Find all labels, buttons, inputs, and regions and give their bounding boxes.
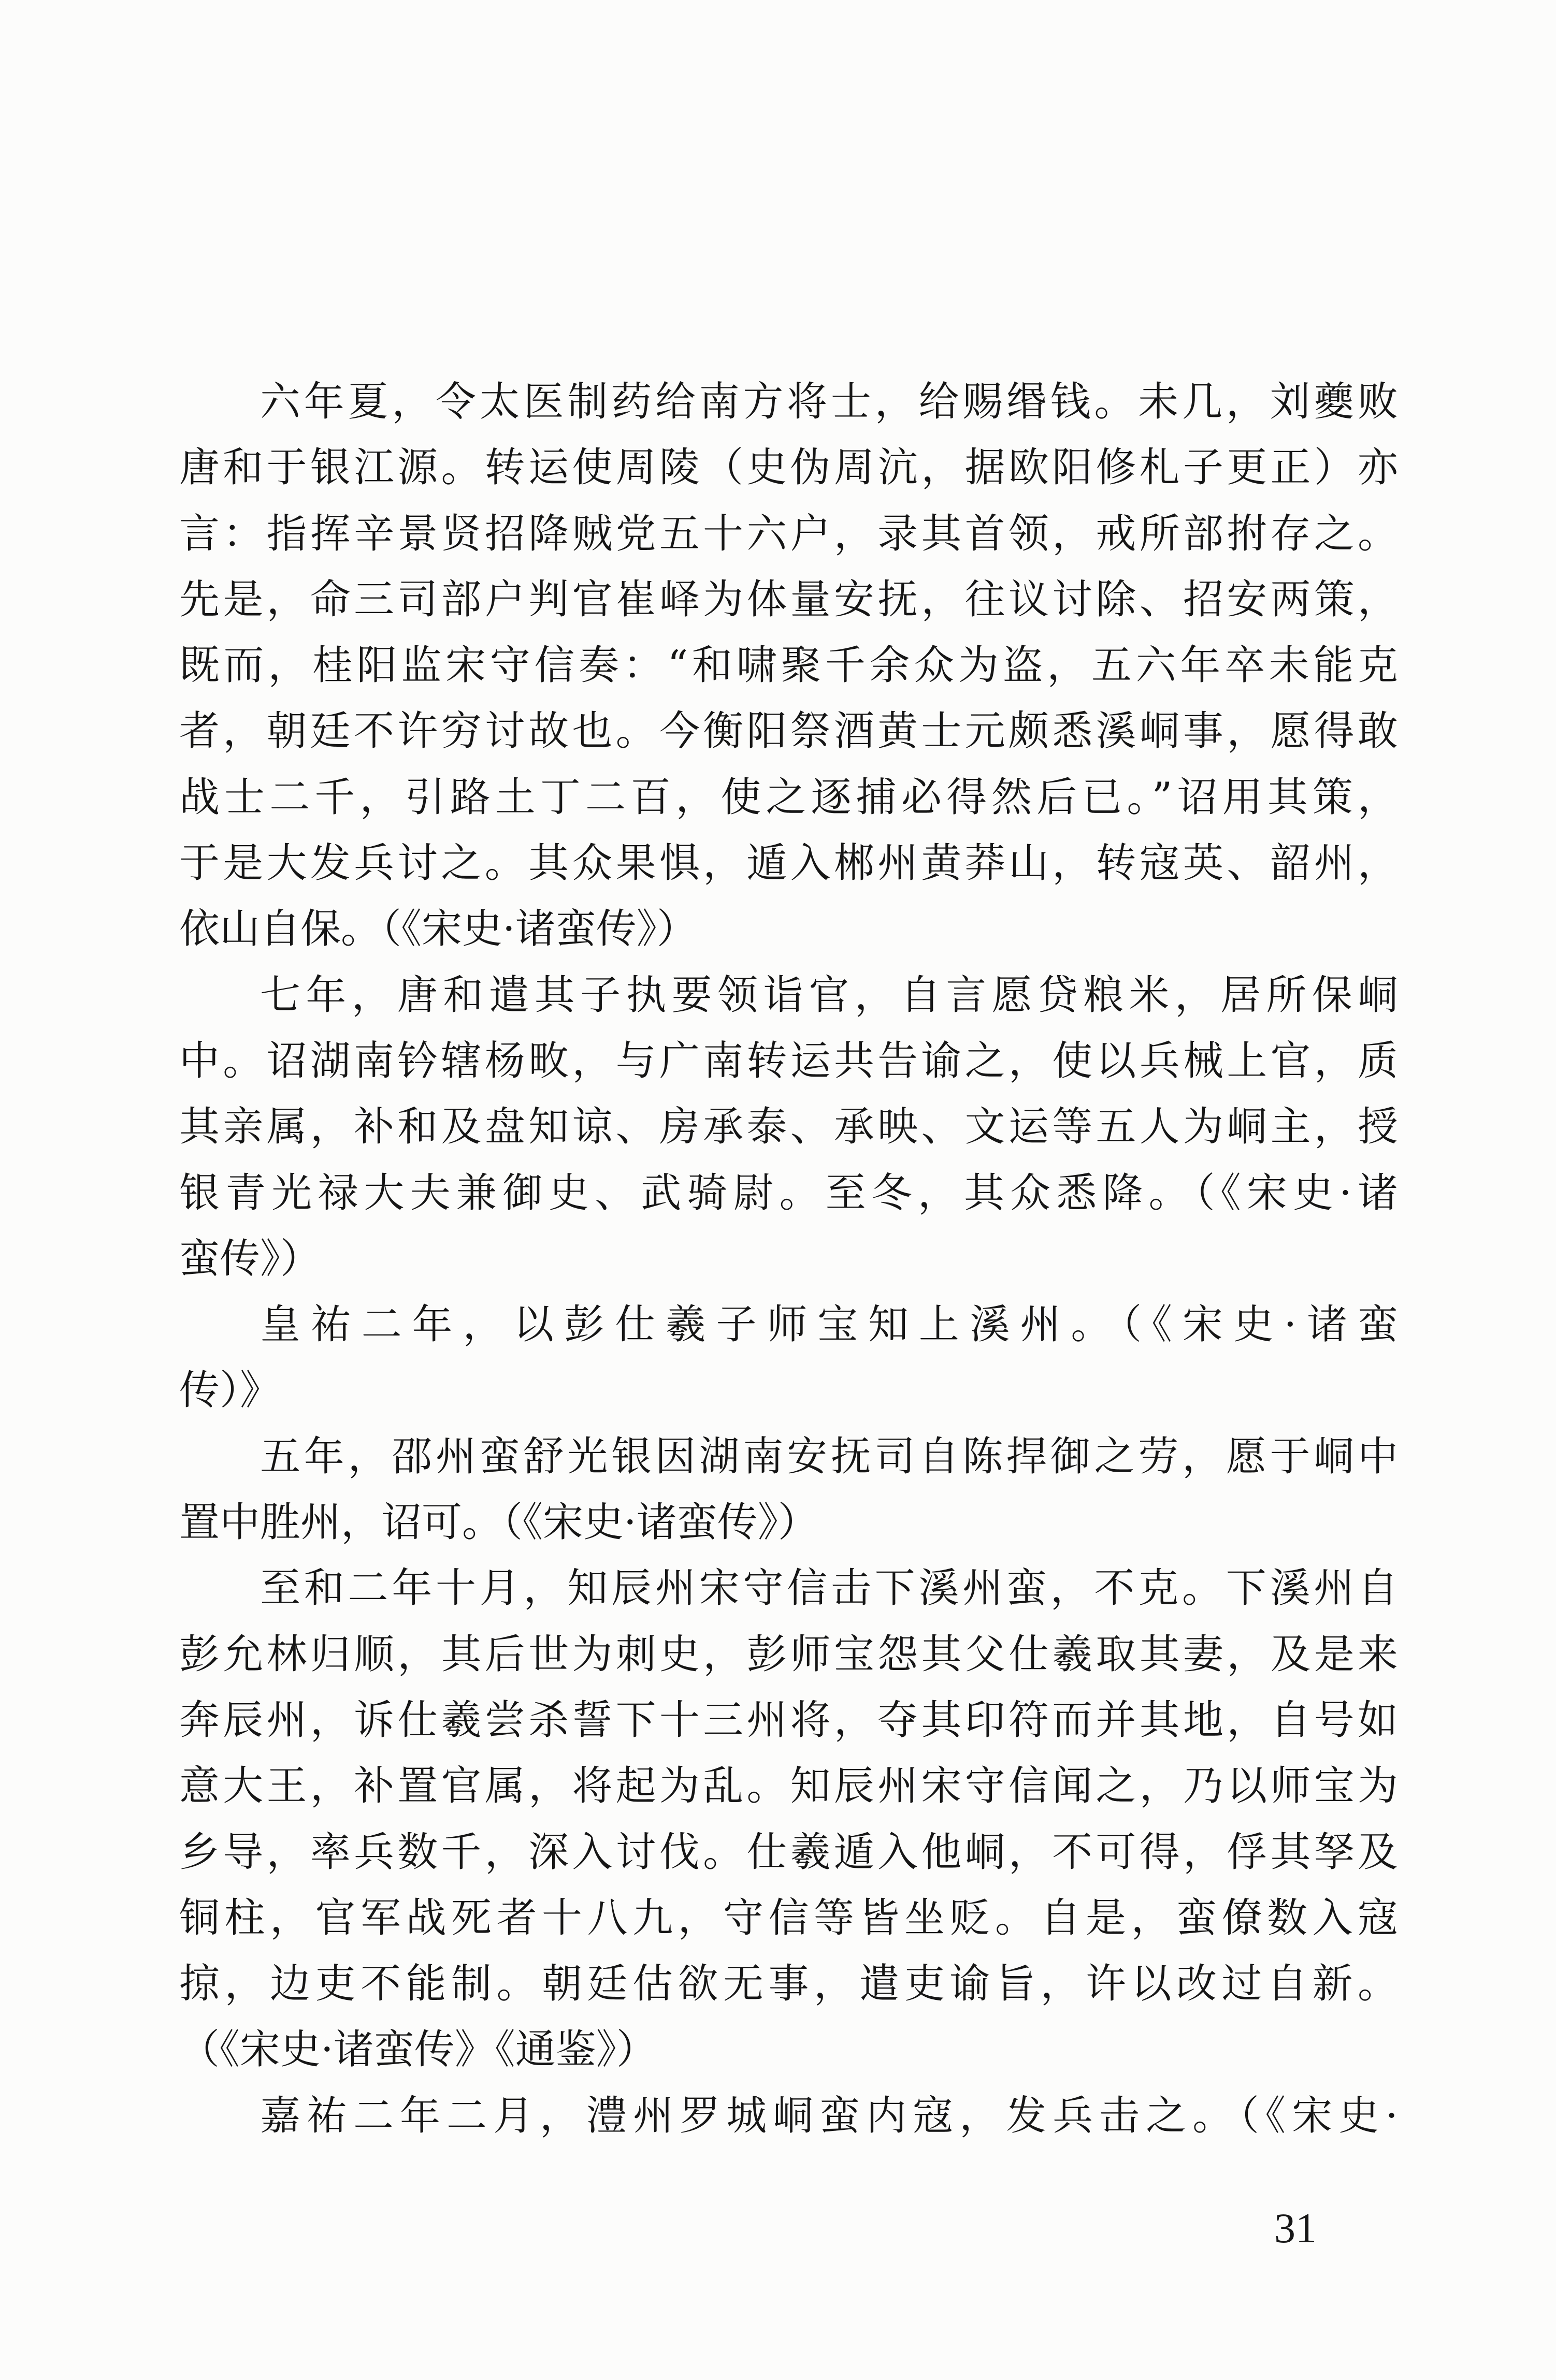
paragraph-jiayou bbox=[179, 2083, 1398, 2149]
text-line: 蛮传》） bbox=[179, 1235, 321, 1282]
text-line: 铜柱，官军战死者十八九，守信等皆坐贬。自是，蛮僚数入寇 bbox=[179, 1894, 1398, 1941]
paragraph-zhihe bbox=[179, 1556, 1398, 2083]
text-line: 传）》 bbox=[179, 1367, 281, 1414]
text-line: 皇祐二年，以彭仕羲子师宝知上溪州。（《宋史·诸蛮 bbox=[260, 1301, 1398, 1348]
text-line: 其亲属，补和及盘知谅、房承泰、承映、文运等五人为峒主，授 bbox=[179, 1104, 1398, 1151]
text-line: 先是，命三司部户判官崔峄为体量安抚，往议讨除、招安两策， bbox=[179, 576, 1398, 623]
text-line: 意大王，补置官属，将起为乱。知辰州宋守信闻之，乃以师宝为 bbox=[179, 1763, 1398, 1810]
text-line: 奔辰州，诉仕羲尝杀誓下十三州将，夺其印符而并其地，自号如 bbox=[179, 1696, 1398, 1744]
text-line: 言：指挥辛景贤招降贼党五十六户，录其首领，戒所部拊存之。 bbox=[179, 510, 1398, 557]
text-line: 至和二年十月，知辰州宋守信击下溪州蛮，不克。下溪州自 bbox=[260, 1565, 1398, 1612]
text-line: 置中胜州，诏可。（《宋史·诸蛮传》） bbox=[179, 1499, 818, 1546]
text-line: 唐和于银江源。转运使周陵（史伪周沆，据欧阳修札子更正）亦 bbox=[179, 444, 1398, 491]
text-line: 于是大发兵讨之。其众果惧，遁入郴州黄莽山，转寇英、韶州， bbox=[179, 840, 1398, 887]
text-line: 彭允林归顺，其后世为刺史，彭师宝怨其父仕羲取其妻，及是来 bbox=[179, 1631, 1398, 1678]
text-line: 嘉祐二年二月，澧州罗城峒蛮内寇，发兵击之。（《宋史· bbox=[260, 2092, 1398, 2139]
paragraph-huangyou bbox=[179, 1292, 1398, 1424]
page-number: 31 bbox=[1274, 2204, 1317, 2252]
paragraph-five-year bbox=[179, 1424, 1398, 1556]
text-line: 乡导，率兵数千，深入讨伐。仕羲遁入他峒，不可得，俘其孥及 bbox=[179, 1828, 1398, 1876]
text-line: 掠，边吏不能制。朝廷估欲无事，遣吏谕旨，许以改过自新。 bbox=[179, 1961, 1398, 2008]
text-line: 者，朝廷不许穷讨故也。今衡阳祭酒黄士元颇悉溪峒事，愿得敢 bbox=[179, 708, 1398, 755]
text-line: 中。诏湖南钤辖杨畋，与广南转运共告谕之，使以兵械上官，质 bbox=[179, 1037, 1398, 1084]
paragraph-six-year bbox=[179, 369, 1398, 963]
text-line: （《宋史·诸蛮传》《通鉴》） bbox=[179, 2026, 657, 2073]
text-line: 五年，邵州蛮舒光银因湖南安抚司自陈捍御之劳，愿于峒中 bbox=[260, 1433, 1398, 1480]
text-line: 七年，唐和遣其子执要领诣官，自言愿贷粮米，居所保峒 bbox=[260, 971, 1398, 1019]
text-line: 银青光禄大夫兼御史、武骑尉。至冬，其众悉降。（《宋史·诸 bbox=[179, 1169, 1398, 1216]
text-line: 既而，桂阳监宋守信奏：“和啸聚千余众为盗，五六年卒未能克 bbox=[179, 642, 1398, 689]
text-line: 依山自保。（《宋史·诸蛮传》） bbox=[179, 906, 697, 953]
text-line: 六年夏，令太医制药给南方将士，给赐缗钱。未几，刘夔败 bbox=[260, 379, 1398, 425]
paragraph-seven-year bbox=[179, 963, 1398, 1292]
text-line: 战士二千，引路土丁二百，使之逐捕必得然后已。”诏用其策， bbox=[179, 774, 1398, 821]
body-text bbox=[179, 369, 1398, 2149]
